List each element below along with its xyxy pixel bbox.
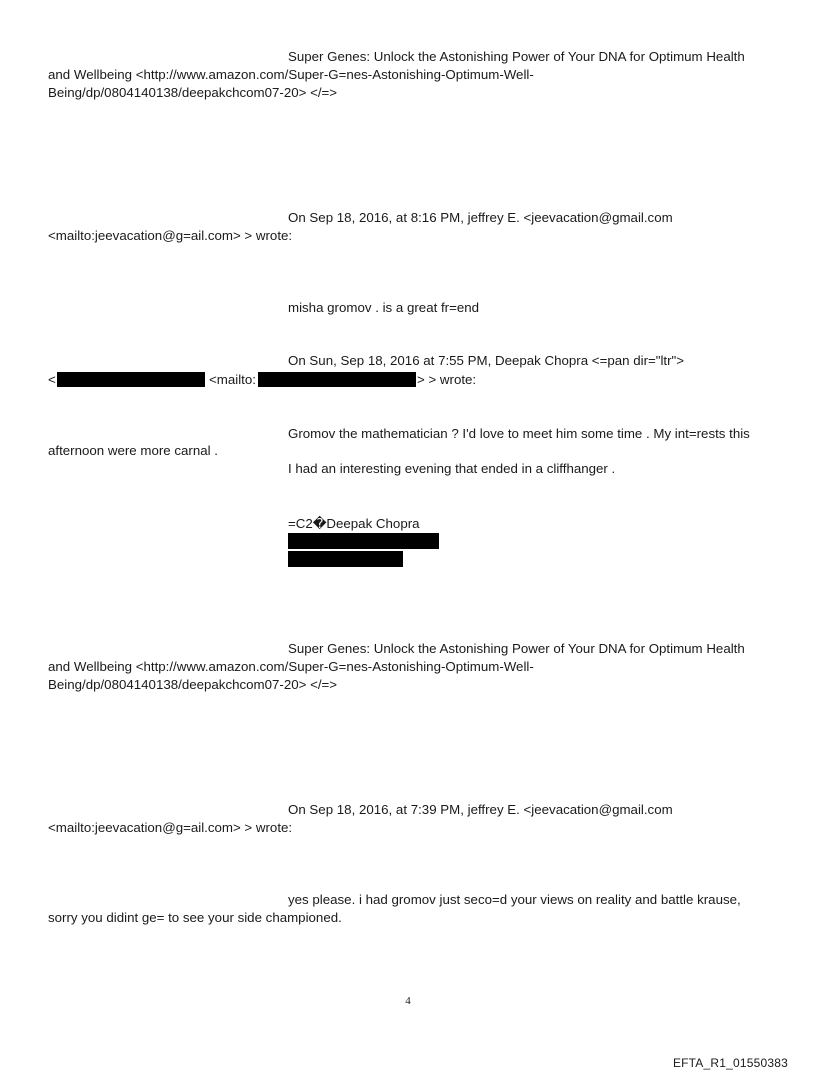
redaction-bar <box>57 372 205 387</box>
reply-header-line-1: On Sep 18, 2016, at 7:39 PM, jeffrey E. <jeevacation@gmail.com <box>288 802 673 817</box>
reply-header-line-2: <mailto:jeevacation@g=ail.com> > wrote: <box>48 228 293 243</box>
message-body-line-2: afternoon were more carnal . <box>48 443 218 458</box>
message-body-line-2: sorry you didint ge= to see your side championed. <box>48 910 342 925</box>
signature-name: =C2�Deepak Chopra <box>288 516 420 531</box>
reply-header-line-1: On Sep 18, 2016, at 8:16 PM, jeffrey E. <jeevacation@gmail.com <box>288 210 673 225</box>
book-promo-line-3: Being/dp/0804140138/deepakchcom07-20> </=> <box>48 677 338 692</box>
message-body-line-1: Gromov the mathematician ? I'd love to meet him some time . My int=rests this <box>288 426 750 441</box>
book-promo-line-1: Super Genes: Unlock the Astonishing Power of Your DNA for Optimum Health <box>288 49 745 64</box>
message-body: misha gromov . is a great fr=end <box>288 300 480 315</box>
reply-header-line-2: < <box>48 372 56 387</box>
message-body-line-3: I had an interesting evening that ended in a cliffhanger . <box>288 461 616 476</box>
reply-header-line-2: <mailto:jeevacation@g=ail.com> > wrote: <box>48 820 293 835</box>
book-promo-line-1: Super Genes: Unlock the Astonishing Power of Your DNA for Optimum Health <box>288 641 745 656</box>
redaction-bar <box>288 551 403 567</box>
redaction-bar <box>258 372 416 387</box>
wrote-label: > > wrote: <box>417 372 477 387</box>
page-number: 4 <box>405 995 411 1007</box>
book-promo-line-3: Being/dp/0804140138/deepakchcom07-20> </=> <box>48 85 338 100</box>
message-body-line-1: yes please. i had gromov just seco=d your views on reality and battle krause, <box>288 892 741 907</box>
book-promo-line-2: and Wellbeing <http://www.amazon.com/Super-G=nes-Astonishing-Optimum-Well- <box>48 659 534 674</box>
book-promo-line-2: and Wellbeing <http://www.amazon.com/Super-G=nes-Astonishing-Optimum-Well- <box>48 67 534 82</box>
reply-header-line-1: On Sun, Sep 18, 2016 at 7:55 PM, Deepak Chopra <=pan dir="ltr"> <box>288 353 685 368</box>
mailto-label: <mailto: <box>209 372 256 387</box>
redaction-bar <box>288 533 439 549</box>
document-id: EFTA_R1_01550383 <box>672 1056 788 1070</box>
